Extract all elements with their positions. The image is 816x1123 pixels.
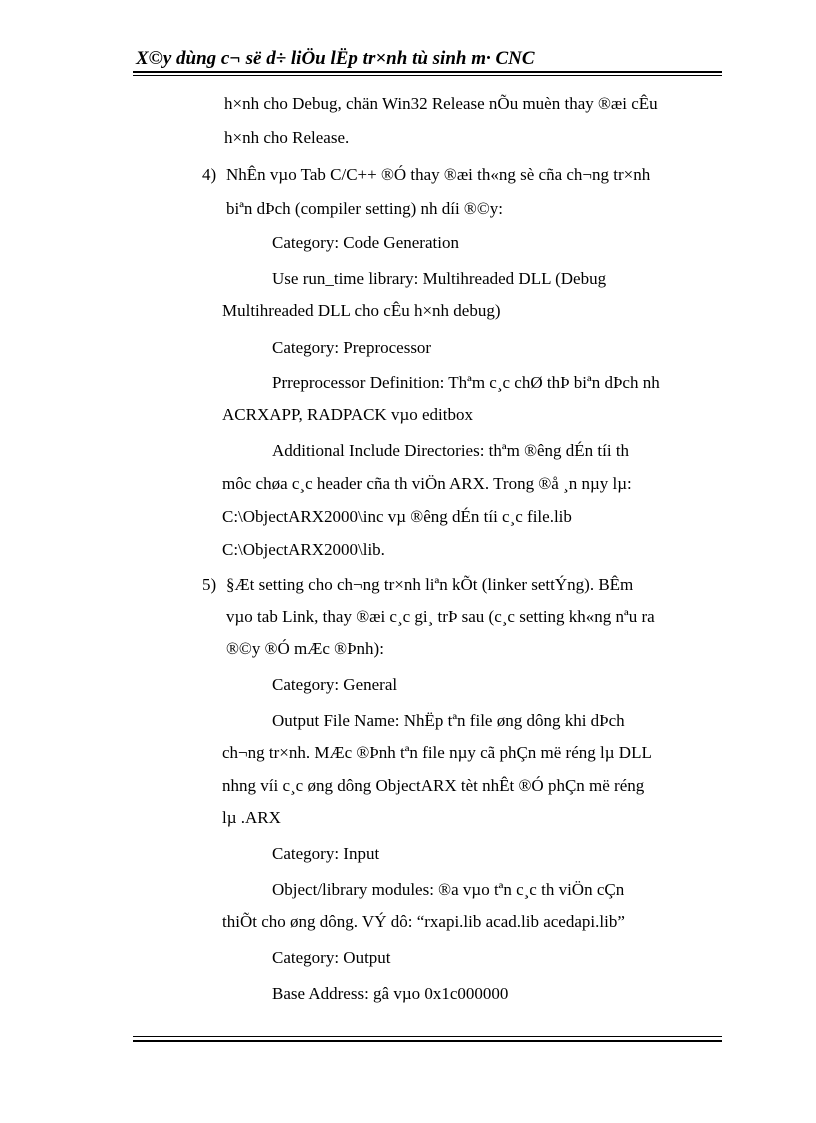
text-line: Category: Input	[272, 844, 380, 863]
text-line: NhÊn vµo Tab C/C++ ®Ó thay ®æi th«ng sè cña ch¬ng tr×nh	[226, 165, 651, 184]
text-line: Category: Preprocessor	[272, 338, 432, 357]
text-line: Base Address: gâ vµo 0x1c000000	[272, 984, 509, 1003]
text-line: C:\ObjectARX2000\inc vµ ®êng dÉn tíi c¸c file.lib	[222, 507, 572, 526]
text-line: Additional Include Directories: thªm ®êng dÉn tíi th	[272, 441, 630, 460]
footer-rule-thick	[133, 1040, 722, 1042]
text-line: Category: General	[272, 675, 398, 694]
text-line: Prreprocessor Definition: Thªm c¸c chØ thÞ biªn dÞch nh	[272, 373, 660, 392]
text-line-content: Use run_time library: Multihreaded DLL (Debug	[272, 269, 607, 288]
header-rule-thick	[133, 71, 722, 73]
list-number: 4)	[202, 165, 217, 184]
text-line: Output File Name: NhËp tªn file øng dông khi dÞch	[272, 711, 625, 730]
text-line: h×nh cho Release.	[224, 128, 350, 147]
text-line: Object/library modules: ®a vµo tªn c¸c th viÖn cÇn	[272, 880, 625, 899]
text-line: nhng víi c¸c øng dông ObjectARX tèt nhÊt ®Ó phÇn më réng	[222, 776, 645, 795]
footer-rule-thin	[133, 1036, 722, 1037]
text-line: ®©y ®Ó mÆc ®Þnh):	[226, 639, 384, 658]
text-line: Category: Code Generation	[272, 233, 459, 252]
text-line: Category: Output	[272, 948, 391, 967]
text-line	[272, 269, 718, 289]
text-line: lµ .ARX	[222, 808, 281, 827]
text-line: ch¬ng tr×nh. MÆc ®Þnh tªn file nµy cã phÇn më réng lµ DLL	[222, 743, 652, 762]
text-line: ACRXAPP, RADPACK vµo editbox	[222, 405, 473, 424]
text-line: biªn dÞch (compiler setting) nh díi ®©y:	[226, 199, 503, 218]
header-rule-thin	[133, 75, 722, 76]
text-line: Multihreaded DLL cho cÊu h×nh debug)	[222, 301, 501, 320]
text-line: C:\ObjectARX2000\lib.	[222, 540, 385, 559]
text-line: vµo tab Link, thay ®æi c¸c gi¸ trÞ sau (c¸c setting kh«ng nªu ra	[226, 607, 655, 626]
text-line: thiÕt cho øng dông. VÝ dô: “rxapi.lib acad.lib acedapi.lib”	[222, 912, 625, 931]
page-header-title: X©y dùng c¬ së d÷ liÖu lËp tr×nh tù sinh m· CNC	[136, 48, 535, 69]
text-line: h×nh cho Debug, chän Win32 Release nÕu muèn thay ®æi cÊu	[224, 94, 658, 113]
list-number: 5)	[202, 575, 217, 594]
text-line: môc chøa c¸c header cña th viÖn ARX. Trong ®å ¸n nµy lµ:	[222, 474, 632, 493]
text-line: §Æt setting cho ch¬ng tr×nh liªn kÕt (linker settÝng). BÊm	[226, 575, 634, 594]
